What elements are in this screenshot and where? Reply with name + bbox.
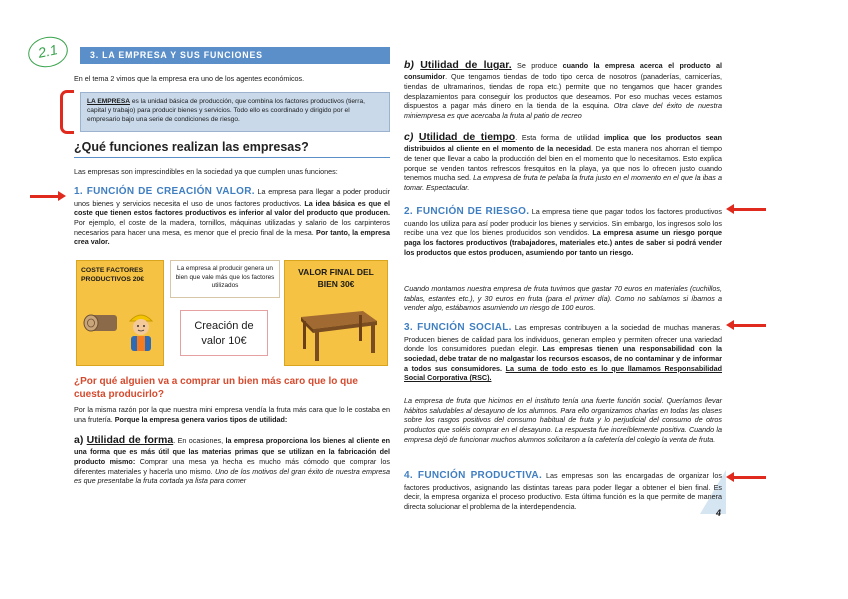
utility-lugar-bold: cuando la empresa acerca el producto al consumidor bbox=[404, 61, 722, 82]
creation-text: Creación de valor 10€ bbox=[194, 320, 254, 347]
section-creacion-title: 1. FUNCIÓN DE CREACIÓN VALOR. bbox=[74, 186, 255, 197]
utility-lugar-text2: . Que tengamos tiendas de todo tipo cerca de nosotros (panaderías, carnicerías, tiendas de ultramarinos, tiendas de ropa etc.) permite que no tengamos que hacer grandes desplazamientos para conseguir los productos que deseamos. Por eso muchas veces estamos dispuestos a pagar más dinero en la tienda de la esquina. bbox=[404, 72, 722, 111]
definition-term: LA EMPRESA bbox=[87, 98, 130, 105]
section-banner bbox=[80, 47, 390, 64]
cost-label: COSTE FACTORES PRODUCTIVOS 20€ bbox=[81, 267, 145, 284]
section-creacion-bold: La idea básica es que el coste que tienen estos factores productivos es inferior al valor del producto que producen. bbox=[74, 198, 390, 218]
wooden-table-icon bbox=[293, 303, 381, 363]
utility-tiempo bbox=[404, 130, 722, 193]
red-arrow-left bbox=[732, 324, 766, 327]
page-heading: ¿Qué funciones realizan las empresas? bbox=[74, 140, 309, 154]
section-social-bold: Las empresas tienen una responsabilidad con la sociedad, debe tratar de no malgastar los recursos escasos, de no contaminar y de informar a todos sus consumidores. bbox=[404, 344, 722, 373]
utility-tiempo-example: La empresa de fruta te pelaba la fruta justo en el momento en el que la ibas a tomar. Espectacular. bbox=[404, 173, 722, 193]
middle-box bbox=[170, 260, 280, 298]
wood-log-icon bbox=[81, 309, 121, 337]
final-value-box bbox=[284, 260, 388, 366]
section-social-title: 3. FUNCIÓN SOCIAL. bbox=[404, 322, 512, 333]
utility-forma-example: Uno de los motivos del gran éxito de nuestra empresa es que presentabe la fruta cortada ya lista para comer bbox=[74, 466, 390, 486]
utility-tiempo-bold: implica que los productos sean distribuidos al cliente en el momento de la necesidad bbox=[404, 133, 722, 154]
intro-text: En el tema 2 vimos que la empresa era uno de los agentes económicos. bbox=[74, 74, 305, 83]
section-social-rsc: La suma de todo esto es lo que llamamos Responsabilidad Social Corporativa (RSC). bbox=[404, 363, 722, 383]
middle-text: La empresa al producir genera un bien que vale más que los factores utilizados bbox=[175, 265, 275, 290]
page-number: 4 bbox=[716, 508, 722, 518]
section-riesgo-title: 2. FUNCIÓN DE RIESGO. bbox=[404, 206, 530, 217]
utility-lugar-label: b) bbox=[404, 59, 421, 71]
section-productiva bbox=[404, 470, 722, 512]
question-answer bbox=[74, 405, 390, 424]
section-social-example: La empresa de fruta que hicimos en el instituto tenía una fuerte función social. Queríamos llevar hábitos saludables al desayuno de los alumnos. Para ello organizamos charlas en todas las clases sobre los rasgos positivos del consumo habitual de fruta y lo perjudicial del consumo de otros productos que soléis comprar en el desayuno. La respuesta fue increíblemente positiva. Cuando la empresa dejó de funcionar muchos alumnos solicitaron a la cafetería del colegio la venta de fruta. bbox=[404, 396, 722, 444]
section-riesgo-bold: La empresa asume un riesgo porque paga los factores productivos (trabajadores, materiales etc.) antes de saber si podrá vender los productos que estos producen, asumiendo por tanto un riesgo. bbox=[404, 228, 723, 257]
section-social-example-block bbox=[404, 396, 722, 445]
red-arrow-right bbox=[30, 195, 60, 198]
section-riesgo bbox=[404, 206, 722, 257]
utility-lugar bbox=[404, 58, 722, 121]
heading-intro: Las empresas son imprescindibles en la sociedad ya que cumplen unas funciones: bbox=[74, 167, 338, 176]
red-arrow-left bbox=[732, 208, 766, 211]
utility-lugar-title: Utilidad de lugar. bbox=[420, 59, 512, 71]
section-riesgo-example-block bbox=[404, 284, 722, 313]
red-bracket-mark bbox=[60, 90, 74, 134]
utility-forma-label: a) bbox=[74, 434, 87, 446]
unit-logo bbox=[25, 33, 70, 71]
question-heading: ¿Por qué alguien va a comprar un bien más caro que lo que cuesta producirlo? bbox=[74, 376, 358, 400]
question-text1: Por la misma razón por la que nuestra mini empresa vendía la fruta más cara que lo le costaba en una frutería. bbox=[74, 405, 390, 424]
banner-title: 3. LA EMPRESA Y SUS FUNCIONES bbox=[90, 50, 263, 60]
utility-forma-text2: Comprar una mesa ya hecha es mucho más cómodo que comprar los diferentes materiales y hacerla uno mismo. bbox=[74, 456, 390, 476]
definition-text: es la unidad básica de producción, que combina los factores productivos (tierra, capital y trabajo) para producir bienes y servicios. Todo ello es coordinado y dirigido por el empresario bajo una serie de condiciones de riesgo. bbox=[87, 98, 365, 124]
section-social-text1: Las empresas contribuyen a la sociedad de muchas maneras. Producen bienes de calidad para los individuos, generan empleo y permiten ofrecer una variedad donde los consumidores puedan elegir. bbox=[404, 323, 723, 354]
section-social bbox=[404, 322, 722, 383]
utility-lugar-text1: Se produce bbox=[511, 61, 563, 70]
section-creacion-text1: La empresa para llegar a poder producir unos bienes y servicios necesita el uso de unos factores productivos. bbox=[74, 187, 390, 208]
creation-box bbox=[180, 310, 268, 356]
section-productiva-title: 4. FUNCIÓN PRODUCTIVA. bbox=[404, 470, 543, 481]
utility-tiempo-title: Utilidad de tiempo bbox=[418, 131, 516, 143]
section-creacion-text2: Por ejemplo, el coste de la madera, tornillos, máquinas utilizadas y salario de los carpinteros necesarios para hacer una mesa, es menor que el precio final de la mesa. bbox=[74, 217, 390, 237]
final-value-label: VALOR FINAL DEL BIEN 30€ bbox=[298, 267, 374, 289]
cost-box bbox=[76, 260, 164, 366]
utility-forma-bold: la empresa proporciona los bienes al cliente en una forma que es más útil que las materias primas que se utilizan en la fabricación del producto mismo: bbox=[74, 436, 390, 466]
utility-forma-text1: . En ocasiones, bbox=[173, 436, 226, 445]
question-text-bold: Porque la empresa genera varios tipos de utilidad: bbox=[114, 414, 288, 424]
heading-rule bbox=[74, 157, 390, 158]
utility-tiempo-label: c) bbox=[404, 131, 419, 143]
utility-forma bbox=[74, 434, 390, 486]
section-creacion-text3: Por tanto, la empresa crea valor. bbox=[74, 227, 390, 247]
section-productiva-text1: Las empresas son las encargadas de organizar los factores productivos, asignando las distintas tareas para poder llegar a obtener el bien final. Es decir, la empresa organiza el proceso productivo. Esta última función es la que permite de manera directa solucionar el problema de la interdependencia. bbox=[404, 471, 723, 511]
utility-lugar-example: Otra clave del éxito de nuestra miniempresa es que acercaba la fruta al patio de recreo bbox=[404, 101, 723, 121]
section-creacion bbox=[74, 186, 390, 247]
red-arrow-left bbox=[732, 476, 766, 479]
unit-logo-text: 2.1 bbox=[36, 41, 59, 61]
utility-tiempo-text1: . Esta forma de utilidad bbox=[515, 133, 604, 142]
section-riesgo-text1: La empresa tiene que pagar todos los factores productivos cuando los utiliza para así poder producir los bienes y servicios. Sin embargo, los ingresos solo los recibe una vez que los bienes producidos son vendidos. bbox=[404, 207, 723, 238]
utility-forma-title: Utilidad de forma bbox=[86, 434, 174, 446]
utility-tiempo-text2: . De esta manera nos ahorran el tiempo de tener que llevar a cabo la producción del bien en el momento que lo necesitamos. Esto explica porque se venden tantos refrescos fresquitos en la playa, ya que nos lo ofrecen justo cuando tenemos mucha sed. bbox=[404, 144, 722, 183]
section-riesgo-example: Cuando montamos nuestra empresa de fruta tuvimos que gastar 70 euros en materiales (cuchillos, tablas, estantes etc.), y 30 euros en fruta (para el primer día). Como no sabíamos si íbamos a vender algo, estábamos asumiendo un riesgo de 100 euros. bbox=[404, 284, 722, 313]
definition-box bbox=[80, 92, 390, 132]
worker-icon bbox=[123, 307, 159, 353]
